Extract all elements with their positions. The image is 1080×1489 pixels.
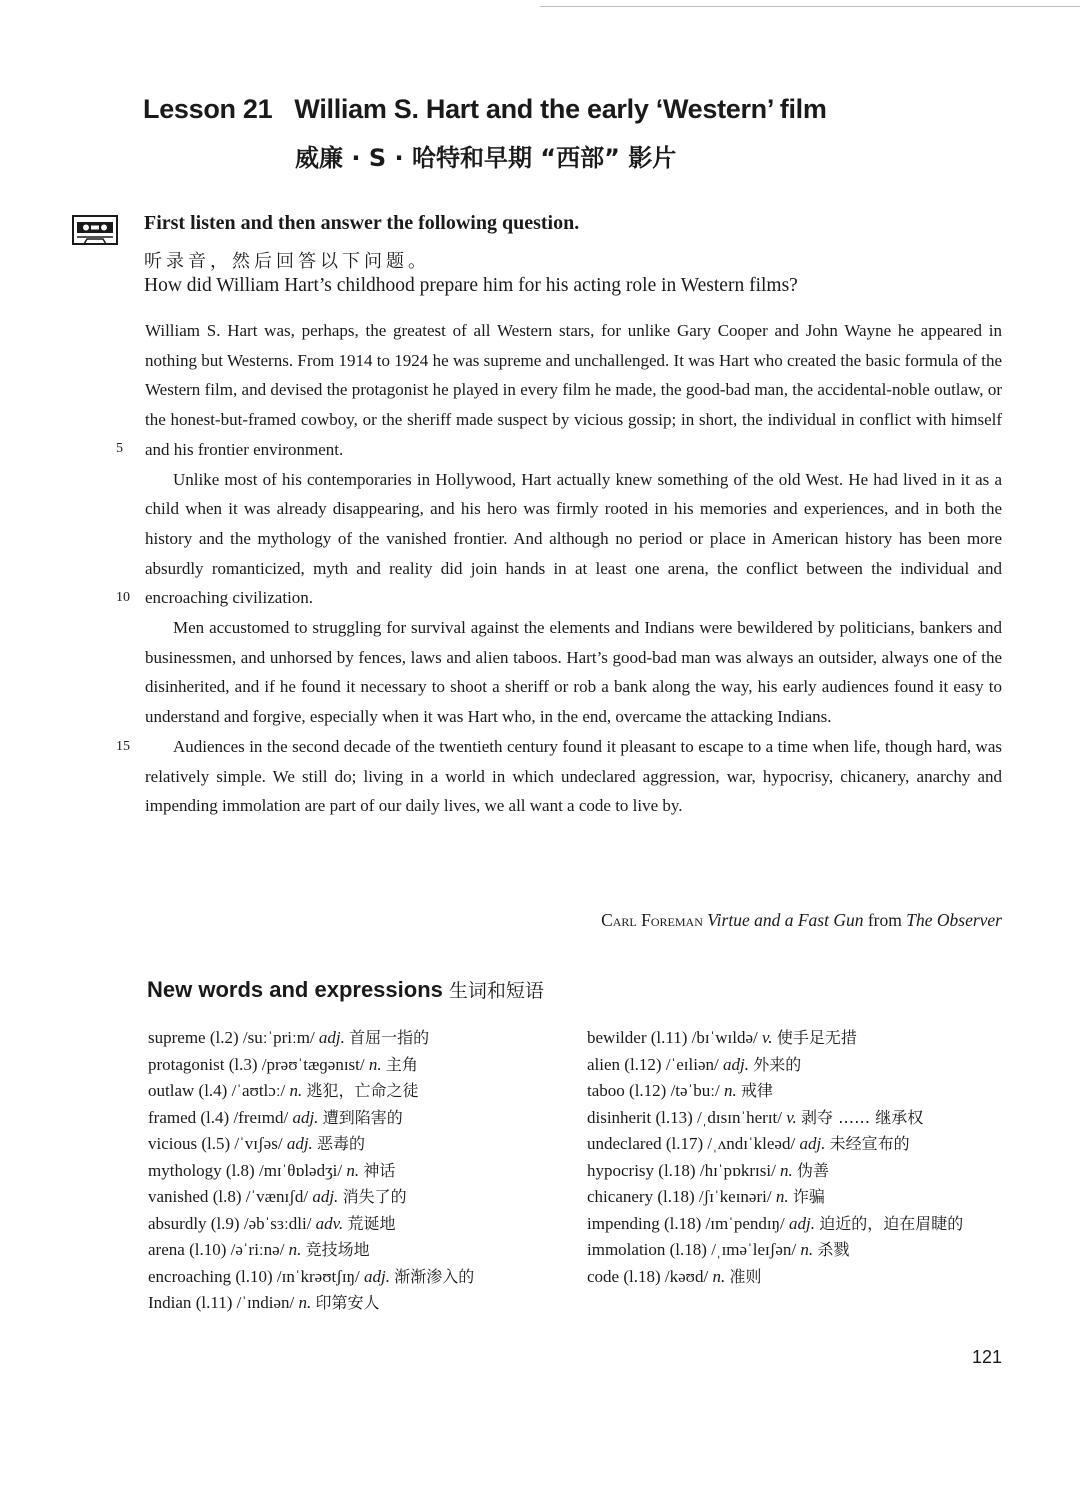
vocab-line-ref: (l.2) — [209, 1028, 239, 1047]
vocab-word: taboo — [587, 1081, 625, 1100]
vocab-meaning: 竞技场地 — [305, 1240, 370, 1259]
vocab-line-ref: (l.18) — [663, 1213, 702, 1233]
vocab-pos: adj. — [789, 1213, 815, 1233]
vocab-pos: n. — [775, 1187, 789, 1206]
vocab-meaning: 诈骗 — [792, 1187, 825, 1206]
vocab-entry — [587, 1237, 1007, 1264]
vocab-entry — [148, 1290, 568, 1317]
passage-paragraph: Audiences in the second decade of the twentieth century found it pleasant to escape to a time when life, though hard, was relatively simple. We still do; living in a world in which undeclared aggression, war, hypocrisy, chicanery, anarchy and impending immolation are part of our daily lives, we all want a code to live by. — [145, 736, 1002, 816]
vocab-pos: v. — [762, 1028, 773, 1047]
vocab-meaning: 外来的 — [753, 1054, 802, 1074]
vocab-ipa: /ɪmˈpendɪŋ/ — [705, 1213, 785, 1233]
vocab-line-ref: (l.4) — [198, 1081, 228, 1100]
vocab-word: encroaching — [148, 1266, 232, 1286]
lesson-title-chinese: 威廉 · S · 哈特和早期 “西部” 影片 — [295, 144, 677, 172]
vocab-line-ref: (l.8) — [212, 1187, 242, 1206]
vocab-entry — [148, 1078, 568, 1105]
vocab-ipa: /ʃɪˈkeɪnəri/ — [698, 1187, 772, 1206]
vocab-pos: adj. — [312, 1187, 339, 1206]
vocab-pos: adj. — [292, 1107, 319, 1127]
vocab-pos: adj. — [364, 1266, 390, 1286]
vocab-meaning: 神话 — [363, 1160, 396, 1180]
vocab-pos: n. — [288, 1240, 302, 1259]
vocab-pos: n. — [800, 1240, 814, 1259]
vocab-word: arena — [148, 1240, 185, 1259]
source-citation — [601, 910, 1002, 931]
vocab-heading-text: New words and expressions — [147, 977, 443, 1002]
vocab-word: undeclared — [587, 1134, 662, 1153]
vocab-meaning: 主角 — [385, 1054, 418, 1074]
vocab-word: supreme — [148, 1028, 206, 1047]
vocab-entry — [148, 1211, 568, 1238]
vocab-ipa: /freɪmd/ — [233, 1107, 289, 1127]
vocab-pos: n. — [723, 1081, 737, 1100]
lesson-title-text: William S. Hart and the early ‘Western’ film — [294, 94, 827, 124]
vocab-meaning: 杀戮 — [817, 1240, 850, 1259]
vocab-entry — [148, 1237, 568, 1264]
vocab-ipa: /bɪˈwɪldə/ — [691, 1028, 758, 1047]
vocab-ipa: /ˌʌndɪˈkleəd/ — [707, 1134, 796, 1153]
vocab-word: vanished — [148, 1187, 209, 1206]
vocab-pos: n. — [712, 1266, 726, 1286]
vocab-line-ref: (l.17) — [665, 1134, 704, 1153]
reading-passage — [145, 316, 1002, 821]
vocab-list-left — [148, 1025, 568, 1317]
vocab-ipa: /əbˈsɜːdli/ — [243, 1213, 312, 1233]
vocab-entry — [148, 1158, 568, 1185]
vocab-word: immolation — [587, 1240, 666, 1259]
vocab-line-ref: (l.5) — [201, 1134, 231, 1153]
vocab-line-ref: (l.18) — [623, 1266, 661, 1286]
vocab-ipa: /ˌdɪsɪnˈherɪt/ — [697, 1107, 782, 1127]
vocab-entry — [148, 1052, 568, 1079]
vocab-meaning: 迫近的，迫在眉睫的 — [819, 1213, 964, 1233]
vocab-pos: n. — [780, 1160, 793, 1180]
vocab-ipa: /hɪˈpɒkrɪsi/ — [699, 1160, 776, 1180]
vocab-word: outlaw — [148, 1081, 195, 1100]
vocab-ipa: /ˈvænɪʃd/ — [245, 1187, 309, 1206]
vocab-meaning: 印第安人 — [315, 1293, 380, 1312]
vocab-word: Indian — [148, 1293, 192, 1312]
vocab-word: hypocrisy — [587, 1160, 655, 1180]
vocab-word: framed — [148, 1107, 197, 1127]
vocab-meaning: 戒律 — [740, 1081, 773, 1100]
vocab-ipa: /prəʊˈtæɡənɪst/ — [261, 1054, 365, 1074]
vocab-line-ref: (l.18) — [658, 1160, 696, 1180]
vocab-entry — [148, 1264, 568, 1291]
vocab-ipa: /təˈbuː/ — [670, 1081, 720, 1100]
vocab-word: disinherit — [587, 1107, 652, 1127]
line-number: 10 — [116, 590, 130, 605]
question-heading-chinese: 听录音，然后回答以下问题。 — [144, 251, 430, 272]
page-number: 121 — [971, 1347, 1002, 1367]
vocab-entry — [587, 1211, 1007, 1238]
vocab-pos: n. — [346, 1160, 360, 1180]
vocab-ipa: /suːˈpriːm/ — [242, 1028, 315, 1047]
vocab-line-ref: (l.11) — [650, 1028, 688, 1047]
vocab-word: chicanery — [587, 1187, 654, 1206]
vocab-ipa: /ˈɪndiən/ — [236, 1293, 295, 1312]
vocab-line-ref: (l.18) — [669, 1240, 707, 1259]
vocab-line-ref: (l.11) — [195, 1293, 233, 1312]
vocab-entry — [148, 1025, 568, 1052]
vocab-entry — [587, 1052, 1007, 1079]
vocab-line-ref: (l.9) — [210, 1213, 240, 1233]
vocab-line-ref: (l.3) — [228, 1054, 258, 1074]
vocab-ipa: /mɪˈθɒlədʒi/ — [258, 1160, 343, 1180]
vocab-line-ref: (l.8) — [225, 1160, 255, 1180]
vocab-entry — [587, 1131, 1007, 1158]
vocab-meaning: 未经宣布的 — [829, 1134, 910, 1153]
vocab-meaning: 渐渐渗入的 — [394, 1266, 475, 1286]
vocab-entry — [587, 1078, 1007, 1105]
lesson-number: Lesson 21 — [143, 94, 273, 124]
vocab-list-right — [587, 1025, 1007, 1290]
source-author: Carl Foreman — [601, 910, 703, 930]
vocab-pos: adj. — [286, 1134, 313, 1153]
vocab-line-ref: (l.4) — [200, 1107, 230, 1127]
vocab-word: vicious — [148, 1134, 198, 1153]
vocab-ipa: /ˈaʊtlɔː/ — [231, 1081, 286, 1100]
vocab-heading — [147, 976, 544, 1003]
vocab-pos: n. — [368, 1054, 382, 1074]
vocab-meaning: 使手足无措 — [776, 1028, 857, 1047]
vocab-ipa: /kəʊd/ — [664, 1266, 709, 1286]
vocab-entry — [148, 1131, 568, 1158]
vocab-line-ref: (l.10) — [235, 1266, 273, 1286]
cassette-tape-icon — [72, 215, 118, 245]
vocab-meaning: 逃犯，亡命之徒 — [306, 1081, 419, 1100]
vocab-meaning: 伪善 — [797, 1160, 830, 1180]
vocab-entry — [148, 1184, 568, 1211]
vocab-entry — [587, 1105, 1007, 1132]
vocab-pos: adj. — [318, 1028, 345, 1047]
passage-paragraph: Unlike most of his contemporaries in Hollywood, Hart actually knew something of the old West. He had lived in it as a child when it was already disappearing, and his hero was firmly rooted in his memories and experiences, and in both the history and the mythology of the vanished frontier. And although no period or place in American history has been more absurdly romanticized, myth and reality did join hands in at least one arena, the conflict between the individual and encroaching civilization. — [145, 469, 1002, 608]
source-from: from — [867, 910, 902, 930]
vocab-ipa: /ˈeɪliən/ — [665, 1054, 719, 1074]
source-work: Virtue and a Fast Gun — [707, 910, 864, 930]
vocab-word: mythology — [148, 1160, 222, 1180]
top-rule — [540, 6, 1080, 7]
vocab-line-ref: (l.12) — [624, 1054, 662, 1074]
vocab-word: absurdly — [148, 1213, 207, 1233]
vocab-word: alien — [587, 1054, 621, 1074]
vocab-entry — [148, 1105, 568, 1132]
vocab-meaning: 荒诞地 — [347, 1213, 396, 1233]
vocab-entry — [587, 1264, 1007, 1291]
line-number: 5 — [116, 441, 123, 456]
vocab-pos: v. — [786, 1107, 797, 1127]
vocab-entry — [587, 1158, 1007, 1185]
vocab-meaning: 消失了的 — [342, 1187, 407, 1206]
vocab-ipa: /ɪnˈkrəʊtʃɪŋ/ — [276, 1266, 360, 1286]
vocab-ipa: /əˈriːnə/ — [230, 1240, 285, 1259]
vocab-entry — [587, 1025, 1007, 1052]
vocab-ipa: /ˌɪməˈleɪʃən/ — [711, 1240, 797, 1259]
vocab-word: impending — [587, 1213, 660, 1233]
vocab-word: code — [587, 1266, 620, 1286]
vocab-word: bewilder — [587, 1028, 647, 1047]
vocab-entry — [587, 1184, 1007, 1211]
vocab-pos: adv. — [315, 1213, 344, 1233]
vocab-pos: adj. — [722, 1054, 749, 1074]
vocab-line-ref: (l.10) — [189, 1240, 227, 1259]
vocab-word: protagonist — [148, 1054, 225, 1074]
question-text: How did William Hart’s childhood prepare him for his acting role in Western films? — [144, 275, 798, 296]
lesson-title — [143, 94, 827, 125]
source-publication: The Observer — [906, 910, 1002, 930]
vocab-pos: adj. — [799, 1134, 826, 1153]
line-number: 15 — [116, 739, 130, 754]
vocab-meaning: 首屈一指的 — [349, 1028, 430, 1047]
vocab-line-ref: (l.12) — [629, 1081, 667, 1100]
vocab-heading-chinese: 生词和短语 — [448, 980, 544, 1002]
vocab-meaning: 准则 — [729, 1266, 762, 1286]
vocab-meaning: 遭到陷害的 — [322, 1107, 403, 1127]
vocab-pos: n. — [298, 1293, 312, 1312]
vocab-line-ref: (l.13) — [655, 1107, 693, 1127]
vocab-meaning: 剥夺 …… 继承权 — [801, 1107, 924, 1127]
passage-paragraph: William S. Hart was, perhaps, the greatest of all Western stars, for unlike Gary Cooper and John Wayne he appeared in nothing but Westerns. From 1914 to 1924 he was supreme and unchallenged. It was Hart who created the basic formula of the Western film, and devised the protagonist he played in every film he made, the good-bad man, the accidental-noble outlaw, or the honest-but-framed cowboy, or the sheriff made suspect by vicious gossip; in short, the individual in conflict with himself and his frontier environment. — [145, 321, 1002, 459]
vocab-meaning: 恶毒的 — [317, 1134, 366, 1153]
vocab-line-ref: (l.18) — [657, 1187, 695, 1206]
question-heading: First listen and then answer the following question. — [144, 212, 580, 234]
vocab-pos: n. — [289, 1081, 303, 1100]
vocab-ipa: /ˈvɪʃəs/ — [234, 1134, 283, 1153]
passage-paragraph: Men accustomed to struggling for survival against the elements and Indians were bewildered by politicians, bankers and businessmen, and unhorsed by fences, laws and alien taboos. Hart’s good-bad man was always an outsider, always one of the disinherited, and if he found it necessary to shoot a sheriff or rob a bank along the way, his early audiences found it easy to understand and forgive, especially when it was Hart who, in the end, overcame the attacking Indians. — [145, 618, 1002, 727]
